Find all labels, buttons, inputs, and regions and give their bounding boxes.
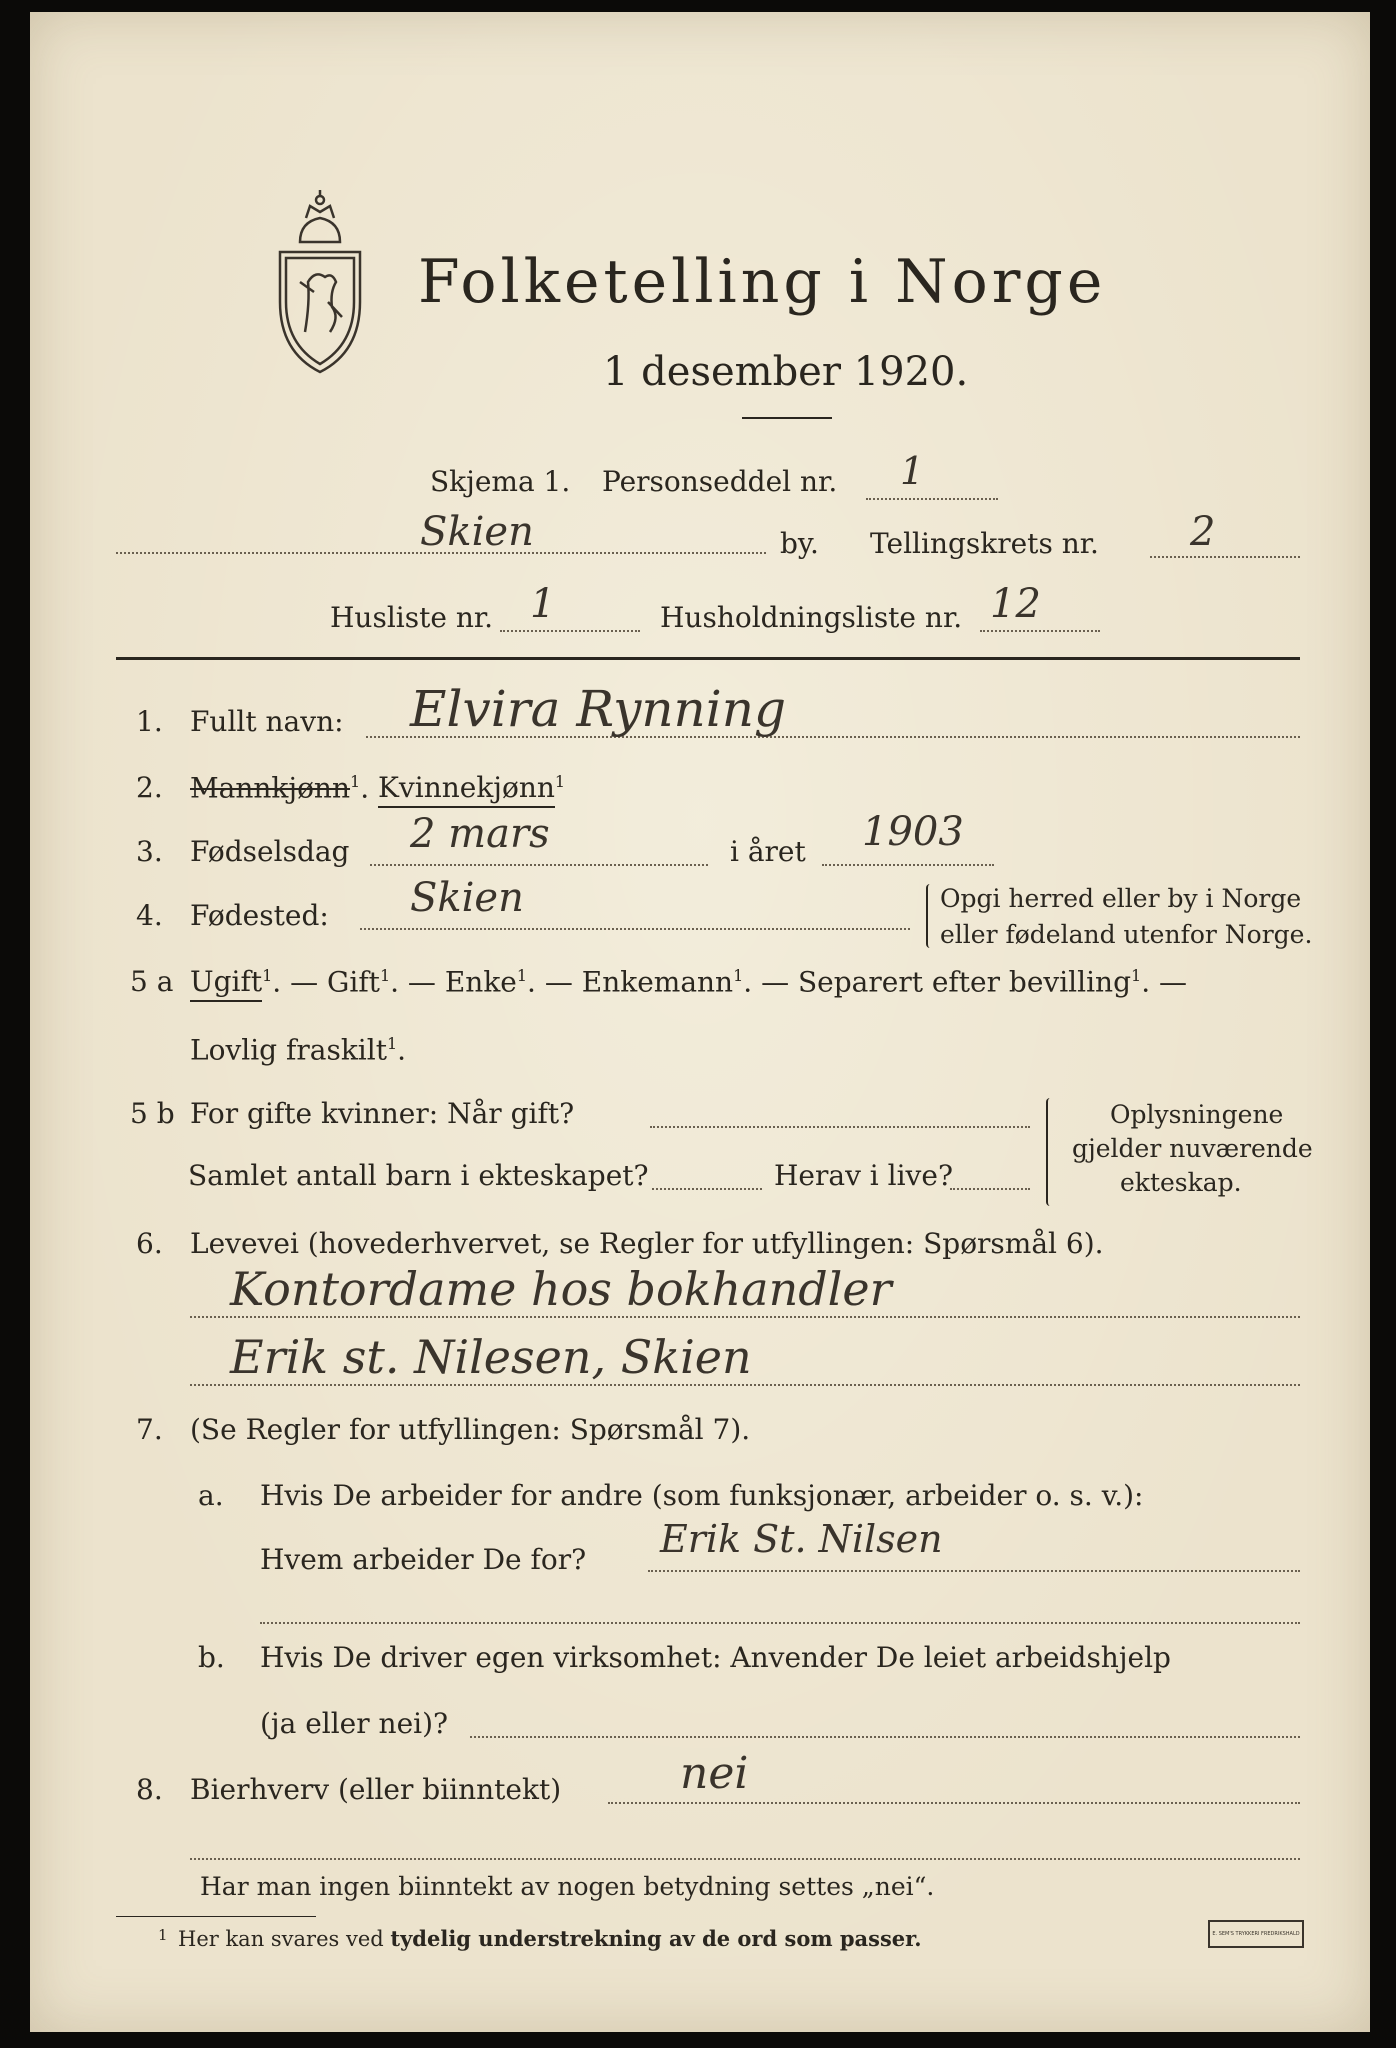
q5a-separert-option[interactable]: Separert efter bevilling bbox=[798, 965, 1131, 999]
q4-note-brace bbox=[926, 884, 934, 948]
footnote-text bbox=[178, 1928, 922, 1950]
q5a-sup-3: 1 bbox=[516, 966, 528, 985]
q5a-sep-6: . bbox=[397, 1033, 407, 1067]
q5a-sep-4: . bbox=[743, 965, 753, 999]
footnote-divider bbox=[116, 1916, 316, 1917]
tellingskrets-field[interactable] bbox=[1150, 556, 1300, 558]
q3-day-value: 2 mars bbox=[410, 811, 550, 857]
q8-value: nei bbox=[680, 1748, 749, 1799]
skjema-label: Skjema 1. bbox=[430, 465, 571, 498]
header-divider bbox=[116, 657, 1300, 660]
q5a-sup-2: 1 bbox=[379, 966, 391, 985]
q5a-sep-1: . bbox=[272, 965, 282, 999]
census-form-page bbox=[30, 12, 1370, 2032]
q5b-note-line3: ekteskap. bbox=[1120, 1168, 1242, 1197]
norway-coat-of-arms-icon bbox=[270, 182, 370, 382]
husliste-label: Husliste nr. bbox=[330, 601, 494, 634]
husliste-value: 1 bbox=[530, 581, 556, 627]
q5a-sup-1: 1 bbox=[262, 966, 273, 985]
q7b-line1: Hvis De driver egen virksomhet: Anvender De leiet arbeidshjelp bbox=[260, 1641, 1171, 1674]
q6-value-2: Erik st. Nilesen, Skien bbox=[230, 1330, 752, 1384]
title-divider bbox=[742, 417, 832, 419]
q5a-enke-option[interactable]: Enke bbox=[444, 965, 517, 999]
footer-note: Har man ingen biinntekt av nogen betydning settes „nei“. bbox=[200, 1872, 935, 1901]
q7a-line2: Hvem arbeider De for? bbox=[260, 1543, 587, 1576]
q4-note-line1: Opgi herred eller by i Norge bbox=[940, 884, 1302, 913]
footnote-text-b: tydelig understrekning av de ord som passer. bbox=[390, 1926, 922, 1951]
q7b-line2: (ja eller nei)? bbox=[260, 1707, 449, 1740]
q6-value-1: Kontordame hos bokhandler bbox=[230, 1262, 892, 1316]
personseddel-label: Personseddel nr. bbox=[602, 465, 838, 498]
q5a-sup-6: 1 bbox=[386, 1034, 398, 1053]
tellingskrets-label: Tellingskrets nr. bbox=[870, 527, 1099, 560]
q7a-line1: Hvis De arbeider for andre (som funksjonær, arbeider o. s. v.): bbox=[260, 1479, 1144, 1512]
husholdning-label: Husholdningsliste nr. bbox=[660, 601, 963, 634]
printer-mark bbox=[1208, 1920, 1304, 1948]
q7b-letter: b. bbox=[198, 1641, 225, 1674]
by-label: by. bbox=[780, 527, 819, 560]
q5a-options: Ugift$^1$. — Gift$^1$. — Enke$^1$. — Enkemann$^1$. — Separert efter bevilling$^1$. — bbox=[190, 968, 1187, 996]
q2-options bbox=[190, 771, 566, 805]
q2-female-sup: 1 bbox=[554, 772, 566, 791]
q5a-gift-option[interactable]: Gift bbox=[327, 965, 380, 999]
footnote-text-a: Her kan svares ved bbox=[178, 1927, 384, 1951]
q5a-sup-5: 1 bbox=[1131, 966, 1142, 985]
q5b-line1: For gifte kvinner: Når gift? bbox=[190, 1097, 575, 1130]
footer-divider bbox=[190, 1858, 1300, 1860]
husholdning-field[interactable] bbox=[980, 630, 1100, 632]
q6-number: 6. bbox=[136, 1227, 163, 1260]
tellingskrets-value: 2 bbox=[1190, 509, 1216, 555]
q4-note-line2: eller fødeland utenfor Norge. bbox=[940, 920, 1313, 949]
q3-number: 3. bbox=[136, 835, 163, 868]
form-date: 1 desember 1920. bbox=[603, 349, 969, 395]
q3-year-field[interactable] bbox=[822, 864, 994, 866]
q1-value: Elvira Rynning bbox=[410, 680, 786, 738]
q5a-ugift-option[interactable]: Ugift bbox=[190, 965, 262, 1002]
form-title: Folketelling i Norge bbox=[418, 247, 1107, 317]
q2-sep: . bbox=[360, 771, 370, 805]
q5b-number: 5 b bbox=[130, 1097, 175, 1130]
q5a-number: 5 a bbox=[130, 965, 174, 998]
q7a-field-2[interactable] bbox=[260, 1622, 1300, 1624]
q4-number: 4. bbox=[136, 899, 163, 932]
q6-label: Levevei (hovederhvervet, se Regler for utfyllingen: Spørsmål 6). bbox=[190, 1227, 1104, 1260]
q7b-field[interactable] bbox=[470, 1736, 1300, 1738]
q5b-alive-field[interactable] bbox=[950, 1188, 1030, 1190]
personseddel-value: 1 bbox=[900, 449, 925, 493]
q1-number: 1. bbox=[136, 705, 163, 738]
q2-male-option[interactable]: Mannkjønn bbox=[190, 771, 351, 805]
q5b-children-field[interactable] bbox=[652, 1188, 762, 1190]
q5b-married-field[interactable] bbox=[650, 1126, 1030, 1128]
q5a-sep-3: . bbox=[527, 965, 536, 999]
q5a-sup-4: 1 bbox=[733, 966, 744, 985]
q4-label: Fødested: bbox=[190, 899, 329, 932]
town-value: Skien bbox=[420, 509, 534, 555]
q3-label: Fødselsdag bbox=[190, 835, 350, 868]
q8-number: 8. bbox=[136, 1773, 163, 1806]
q2-female-option[interactable]: Kvinnekjønn bbox=[378, 771, 555, 808]
q5a-fraskilt-option[interactable]: Lovlig fraskilt bbox=[190, 1033, 387, 1067]
q5b-note-brace bbox=[1046, 1098, 1054, 1206]
q5a-line2 bbox=[190, 1033, 407, 1067]
q7a-field[interactable] bbox=[648, 1570, 1300, 1572]
husliste-field[interactable] bbox=[500, 630, 640, 632]
personseddel-field[interactable] bbox=[866, 498, 998, 500]
q5b-children-label: Samlet antall barn i ekteskapet? bbox=[188, 1159, 649, 1192]
q7a-letter: a. bbox=[198, 1479, 224, 1512]
q5b-alive-label: Herav i live? bbox=[774, 1159, 953, 1192]
q2-male-sup: 1 bbox=[350, 772, 361, 791]
q5a-enkemann-option[interactable]: Enkemann bbox=[581, 965, 734, 999]
q5a-sep-2: . bbox=[390, 965, 400, 999]
q5a-sep-5: . bbox=[1141, 965, 1151, 999]
q5b-note-line2: gjelder nuværende bbox=[1072, 1134, 1313, 1163]
q8-field[interactable] bbox=[608, 1802, 1300, 1804]
q7-number: 7. bbox=[136, 1413, 163, 1446]
footnote-number: 1 bbox=[158, 1926, 168, 1944]
printer-mark-text: E. SEM'S TRYKKERI FREDRIKSHALD bbox=[1212, 1931, 1300, 1937]
q1-label: Fullt navn: bbox=[190, 705, 344, 738]
q7-label: (Se Regler for utfyllingen: Spørsmål 7). bbox=[190, 1413, 751, 1446]
q5b-note-line1: Oplysningene bbox=[1110, 1100, 1284, 1129]
q2-number: 2. bbox=[136, 771, 163, 804]
q4-field[interactable] bbox=[360, 928, 910, 930]
husholdning-value: 12 bbox=[990, 581, 1041, 627]
q3-day-field[interactable] bbox=[370, 864, 708, 866]
q4-value: Skien bbox=[410, 875, 524, 921]
q8-label: Bierhverv (eller biinntekt) bbox=[190, 1773, 562, 1806]
q3-year-label: i året bbox=[730, 835, 806, 868]
q6-field-1[interactable] bbox=[190, 1316, 1300, 1318]
q6-field-2[interactable] bbox=[190, 1384, 1300, 1386]
q3-year-value: 1903 bbox=[862, 809, 964, 855]
q7a-value: Erik St. Nilsen bbox=[660, 1517, 943, 1561]
